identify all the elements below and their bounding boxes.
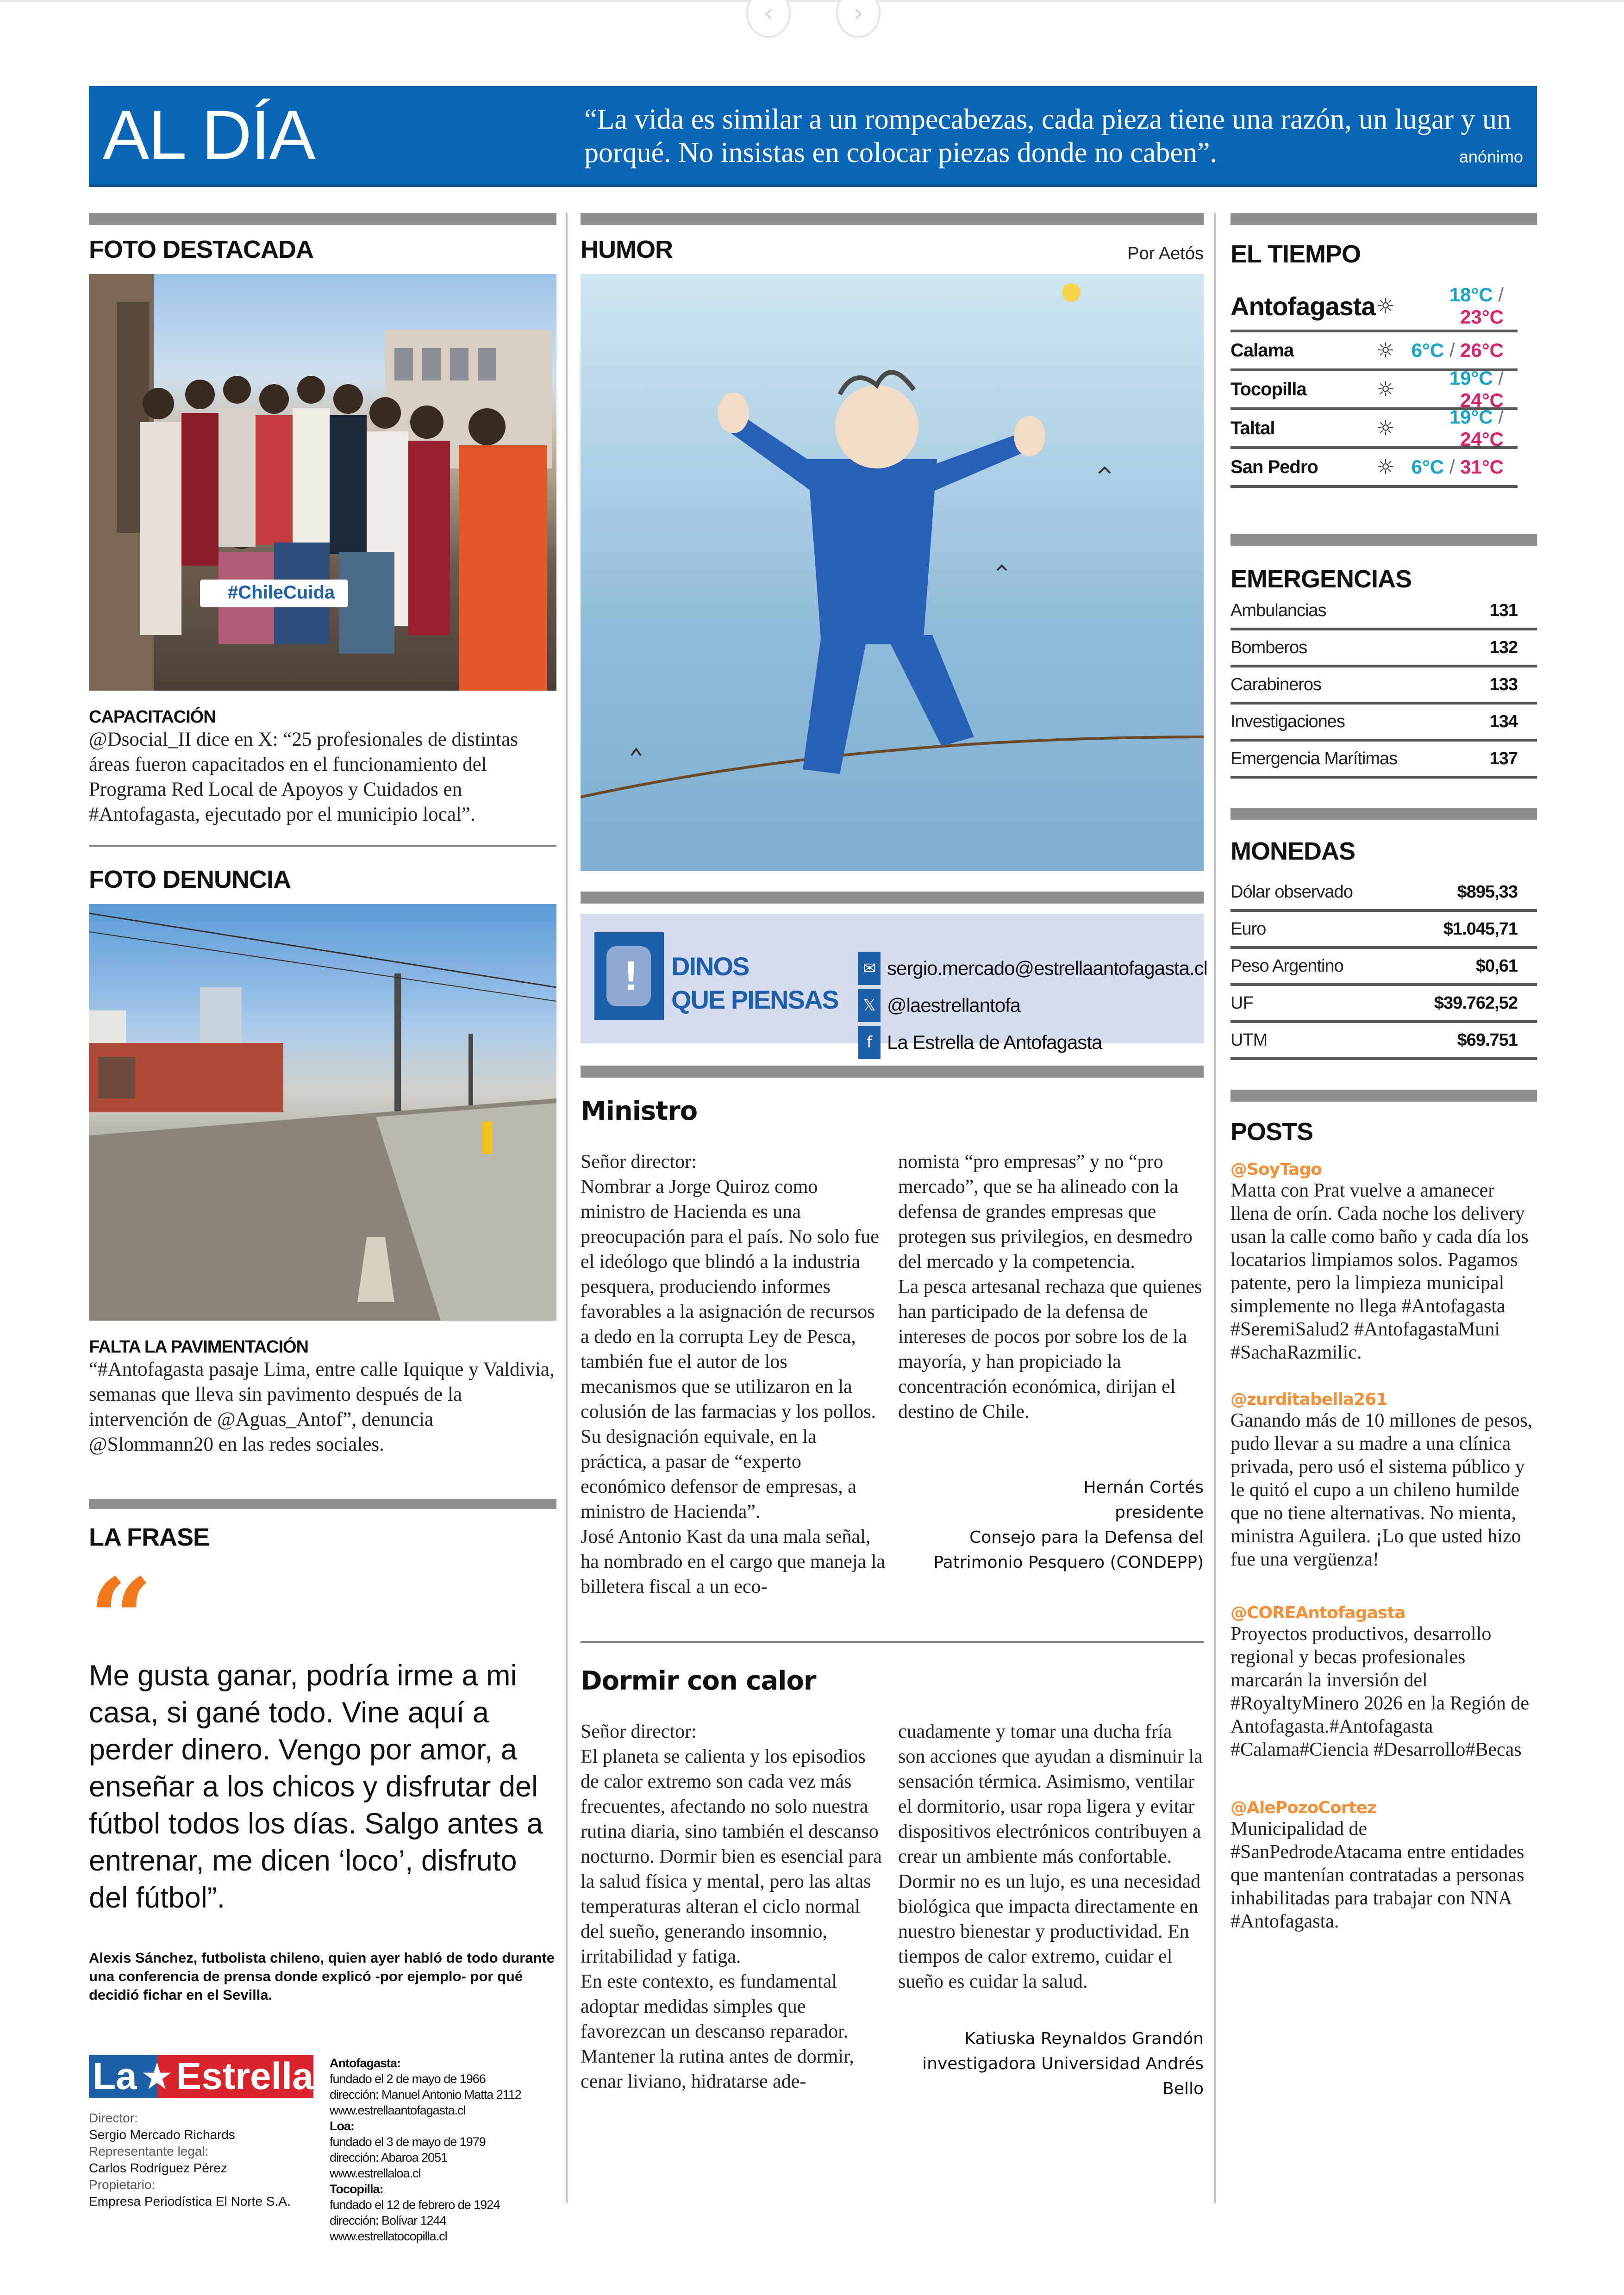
letter-column (581, 1719, 886, 2102)
weather-city: Taltal (1230, 418, 1275, 438)
partly-cloudy-icon: ☼ (1376, 416, 1395, 440)
contact-list (858, 950, 1207, 1061)
emergency-label: Emergencia Marítimas (1230, 748, 1398, 768)
currency-table (1230, 875, 1537, 1060)
letter-signature (898, 2027, 1204, 2102)
section-rule (1230, 808, 1537, 820)
currency-value: $69.751 (1457, 1030, 1518, 1050)
left-column (89, 213, 556, 2244)
letter-column (898, 1719, 1204, 2102)
temp-max: 24°C (1460, 428, 1504, 450)
weather-city: Tocopilla (1230, 379, 1306, 399)
currency-label: UF (1230, 993, 1253, 1013)
contact-email-text: sergio.mercado@estrellaantofagasta.cl (887, 957, 1208, 979)
weather-city: Calama (1230, 340, 1294, 361)
legal-rep-name: Carlos Rodríguez Pérez (89, 2161, 227, 2175)
banner-quote: “La vida es similar a un rompecabezas, cada pieza tiene una razón, un lugar y un porqué. No insistas en colocar piezas donde no caben”. (584, 104, 1512, 168)
chevron-left-icon: ‹ (763, 0, 774, 28)
partly-cloudy-icon: ☼ (1376, 377, 1395, 401)
posts-list (1230, 1160, 1537, 1933)
post-username[interactable]: @zurditabella261 (1230, 1390, 1387, 1409)
la-estrella-logo (89, 2055, 313, 2098)
group-photo-illustration (89, 274, 556, 691)
signature-line: Consejo para la Defensa del (969, 1528, 1204, 1547)
letter-title: Dormir con calor (581, 1666, 816, 1696)
owner-name: Empresa Periodística El Norte S.A. (89, 2194, 291, 2208)
currency-label: Peso Argentino (1230, 956, 1343, 976)
mail-icon: ✉ (858, 952, 881, 985)
letter-paragraph: El planeta se calienta y los episodios de calor extremo son cada vez más frecuentes, afectando no solo nuestra rutina diaria, sino también el descanso nocturno. Dormir bien es esencial para la salud física y mental, pero las altas temperaturas alteran el ciclo normal del sueño, generando insomnio, irritabilidad y fatiga. (581, 1746, 882, 1967)
emergency-table (1230, 593, 1537, 779)
emergency-label: Bomberos (1230, 637, 1307, 657)
la-frase-caption: Alexis Sánchez, futbolista chileno, quien ayer habló de todo durante una conferencia de prensa donde explicó -por ejemplo- por qué decidió fichar en el Sevilla. (89, 1950, 555, 2003)
letter-paragraph: Nombrar a Jorge Quiroz como ministro de Hacienda es una preocupación para el país. No solo fue el ideólogo que blindó a la industria pesquera, produciendo informes favorables a la asignación de recursos a dedo en la corrupta Ley de Pesca, también fue el autor de los mecanismos que se utilizaron en la colusión de las farmacias y los pollos. (581, 1176, 879, 1422)
post-item (1230, 1390, 1537, 1571)
banner-quote-author: anónimo (1459, 147, 1523, 166)
caption-title: CAPACITACIÓN (89, 707, 216, 727)
logo-estrella: Estrella (173, 2055, 313, 2098)
currency-label: Euro (1230, 919, 1266, 939)
letter-paragraph: cuadamente y tomar una ducha fría son acciones que ayudan a disminuir la sensación térmica. Asimismo, ventilar el dormitorio, usar ropa ligera y evitar dispositivos electrónicos contribuyen a crear un ambiente más confortable. (898, 1721, 1203, 1867)
post-text: Matta con Prat vuelve a amanecer llena de orín. Cada noche los delivery usan la calle como baño y cada día los locatarios limpiamos solos. Pagamos patente, pero la limpieza municipal simplemente no llega #Antofagasta #SeremiSalud2 #AntofagastaMuni #SachaRazmilic. (1230, 1180, 1529, 1363)
post-username[interactable]: @AlePozoCortez (1230, 1798, 1376, 1817)
letter-column (581, 1149, 886, 1599)
section-title-el-tiempo: EL TIEMPO (1230, 240, 1361, 268)
post-text: Municipalidad de #SanPedrodeAtacama entre entidades que mantenían contratadas a personas inhabilitadas para trabajar con NNA #Antofagasta. (1230, 1818, 1524, 1932)
currency-value: $0,61 (1475, 956, 1518, 976)
edition-founded: fundado el 12 de febrero de 1924 (330, 2198, 500, 2212)
caption-title: FALTA LA PAVIMENTACIÓN (89, 1337, 309, 1357)
emergency-label: Investigaciones (1230, 711, 1345, 731)
section-rule (1230, 534, 1537, 546)
letter-ministro (581, 1096, 1204, 1599)
la-frase-text: Me gusta ganar, podría irme a mi casa, si gané todo. Vine aquí a perder dinero. Vengo por amor, a enseñar a los chicos y disfrutar del fútbol todos los días. Salgo antes a entrenar, me dicen ‘loco’, disfruto del fútbol”. (89, 1659, 543, 1914)
edition-address: dirección: Bolívar 1244 (330, 2214, 446, 2227)
letter-signature (898, 1475, 1204, 1575)
column-divider (1214, 213, 1216, 2203)
currency-value: $39.762,52 (1434, 993, 1518, 1013)
section-rule (581, 892, 1204, 904)
page-title: AL DÍA (103, 96, 315, 174)
post-username[interactable]: @COREAntofagasta (1230, 1603, 1405, 1622)
contact-facebook-text: La Estrella de Antofagasta (887, 1031, 1102, 1053)
contact-x[interactable] (858, 987, 1207, 1024)
section-rule (1230, 1090, 1537, 1102)
chilecuida-sign: #ChileCuida (228, 582, 335, 603)
section-rule (1230, 213, 1537, 225)
section-title-foto-denuncia: FOTO DENUNCIA (89, 866, 291, 893)
partly-cloudy-icon: ☼ (1376, 294, 1395, 318)
section-title-posts: POSTS (1230, 1118, 1313, 1146)
page-navigation (0, 0, 1624, 51)
post-item (1230, 1603, 1537, 1761)
director-name: Sergio Mercado Richards (89, 2127, 235, 2142)
edition-website-link[interactable]: www.estrellatocopilla.cl (330, 2229, 447, 2243)
letter-paragraph: La pesca artesanal rechaza que quienes han participado de la defensa de intereses de pocos por sobre los de la mayoría, y han propiciado la concentración económica, dirijan el destino de Chile. (898, 1276, 1202, 1422)
temp-max: 24°C (1460, 389, 1504, 411)
weather-row: Tocopilla ☼ 19°C / 24°C (1230, 371, 1518, 410)
section-rule (89, 213, 556, 225)
facebook-icon: f (858, 1026, 881, 1059)
temp-max: 23°C (1460, 306, 1504, 328)
section-rule (89, 1499, 556, 1509)
dinos-heading-line1: DINOS (671, 952, 749, 981)
logo-la: La (89, 2055, 141, 2098)
letter-column (898, 1149, 1204, 1599)
dinos-que-piensas-box (581, 914, 1208, 1053)
letter-paragraph: José Antonio Kast da una mala señal, ha nombrado en el cargo que maneja la billetera fiscal a un eco- (581, 1526, 886, 1597)
chevron-right-icon: › (853, 0, 864, 28)
signature-line: Patrimonio Pesquero (CONDEPP) (933, 1553, 1204, 1572)
letter-salutation: Señor director: (581, 1151, 697, 1172)
emergency-number: 133 (1489, 674, 1518, 694)
sunny-icon: ☼ (1376, 455, 1395, 479)
tightrope-cartoon-illustration (581, 274, 1204, 871)
featured-photo (89, 274, 556, 691)
section-title-monedas: MONEDAS (1230, 837, 1355, 865)
letter-dormir-con-calor (581, 1666, 1204, 2102)
post-username[interactable]: @SoyTago (1230, 1160, 1322, 1179)
temp-min: 18°C (1449, 284, 1493, 306)
weather-city: San Pedro (1230, 456, 1318, 477)
right-column (1230, 213, 1537, 1933)
letter-salutation: Señor director: (581, 1721, 697, 1742)
post-item (1230, 1798, 1537, 1933)
signature-line: investigadora Universidad Andrés Bello (922, 2054, 1204, 2098)
x-twitter-icon: 𝕏 (858, 989, 881, 1022)
edition-name: Antofagasta: (330, 2056, 401, 2070)
currency-label: UTM (1230, 1030, 1268, 1050)
masthead-footer (89, 2055, 556, 2244)
temp-max: 26°C (1460, 339, 1504, 361)
next-page-button[interactable] (836, 0, 881, 38)
caption-text: “#Antofagasta pasaje Lima, entre calle Iquique y Valdivia, semanas que lleva sin pavimento después de la intervención de @Aguas_Antof”, denuncia @Slommann20 en las redes sociales. (89, 1359, 555, 1455)
complaint-photo (89, 904, 556, 1321)
edition-website-link[interactable]: www.estrellaantofagasta.cl (330, 2103, 466, 2117)
edition-founded: fundado el 2 de mayo de 1966 (330, 2072, 486, 2086)
currency-value: $1.045,71 (1443, 919, 1518, 939)
section-title-foto-destacada: FOTO DESTACADA (89, 236, 313, 263)
section-rule (581, 1066, 1204, 1078)
post-text: Ganando más de 10 millones de pesos, pudo llevar a su madre a una clínica privada, pero usó el sistema público y le quitó el cupo a un chileno humilde que no tiene alternativas. No mienta, ministra Aguilera. ¡Lo que usted hizo fue una vergüenza! (1230, 1410, 1533, 1570)
temp-min: 6°C (1411, 456, 1444, 478)
weather-table (1230, 282, 1518, 488)
currency-value: $895,33 (1457, 882, 1518, 902)
temp-min: 19°C (1449, 367, 1493, 389)
section-title-emergencias: EMERGENCIAS (1230, 565, 1412, 593)
weather-row: Antofagasta ☼ 18°C / 23°C (1230, 282, 1518, 332)
middle-column (581, 213, 1208, 2102)
edition-founded: fundado el 3 de mayo de 1979 (330, 2135, 486, 2149)
temp-max: 31°C (1460, 456, 1504, 478)
edition-website-link[interactable]: www.estrellaloa.cl (330, 2166, 421, 2180)
speech-bubble-icon: ! (594, 932, 664, 1020)
temp-min: 19°C (1449, 406, 1493, 428)
weather-row: Taltal ☼ 19°C / 24°C (1230, 410, 1518, 449)
section-title-humor: HUMOR (581, 236, 673, 263)
weather-city: Antofagasta (1230, 291, 1375, 321)
edition-address: dirección: Manuel Antonio Matta 2112 (330, 2088, 521, 2102)
post-item (1230, 1160, 1537, 1364)
signature-line: Hernán Cortés (1083, 1478, 1204, 1497)
emergency-label: Ambulancias (1230, 600, 1326, 620)
emergency-label: Carabineros (1230, 674, 1321, 694)
signature-line: presidente (1115, 1503, 1204, 1522)
letter-paragraph: En este contexto, es fundamental adoptar medidas simples que favorezcan un descanso reparador. Mantener la rutina antes de dormir, cenar liviano, hidratarse ade- (581, 1971, 854, 2092)
contact-facebook[interactable] (858, 1024, 1207, 1061)
emergency-number: 132 (1489, 637, 1518, 657)
section-title-la-frase: LA FRASE (89, 1523, 209, 1551)
caption-text: @Dsocial_II dice en X: “25 profesionales de distintas áreas fueron capacitados en el funcionamiento del Programa Red Local de Apoyos y Cuidados en #Antofagasta, ejecutado por el municipio local”. (89, 729, 518, 825)
letter-paragraph: Dormir no es un lujo, es una necesidad biológica que impacta directamente en nuestro bienestar y productividad. En tiempos de calor extremo, cuidar el sueño es cuidar la salud. (898, 1871, 1201, 1992)
edition-name: Tocopilla: (330, 2182, 383, 2196)
letter-paragraph: Su designación equivale, en la práctica, a pasar de “experto económico defensor de empresas, a ministro de Hacienda”. (581, 1426, 856, 1522)
owner-label: Propietario: (89, 2177, 156, 2192)
section-rule (581, 213, 1204, 225)
emergency-number: 131 (1489, 600, 1518, 620)
contact-x-text: @laestrellantofa (887, 994, 1021, 1016)
emergency-number: 137 (1489, 748, 1518, 768)
cartoon-byline: Por Aetós (1127, 244, 1204, 263)
al-dia-banner (89, 86, 1537, 187)
dinos-heading (671, 950, 838, 1017)
weather-row: San Pedro ☼ 6°C / 31°C (1230, 449, 1518, 488)
director-label: Director: (89, 2111, 138, 2125)
signature-line: Katiuska Reynaldos Grandón (964, 2029, 1204, 2048)
legal-rep-label: Representante legal: (89, 2144, 209, 2158)
letter-title: Ministro (581, 1096, 698, 1126)
edition-address: dirección: Abaroa 2051 (330, 2151, 448, 2164)
star-icon: ★ (141, 2055, 174, 2098)
post-text: Proyectos productivos, desarrollo regional y becas profesionales marcarán la inversión del #RoyaltyMinero 2026 en la Región de Antofagasta.#Antofagasta #Calama#Ciencia #Desarrollo#Becas (1230, 1623, 1530, 1760)
dinos-heading-line2: QUE PIENSAS (671, 985, 838, 1014)
contact-email[interactable] (858, 950, 1207, 987)
sunny-icon: ☼ (1376, 338, 1395, 362)
edition-name: Loa: (330, 2119, 354, 2133)
humor-cartoon (581, 274, 1204, 871)
section-divider (89, 845, 556, 847)
section-divider (581, 1641, 1204, 1643)
letter-paragraph: nomista “pro empresas” y no “pro mercado”, que se ha alineado con la defensa de grandes empresas que protegen sus privilegios, en desmedro del mercado y la competencia. (898, 1151, 1193, 1272)
weather-row: Calama ☼ 6°C / 26°C (1230, 332, 1518, 371)
currency-label: Dólar observado (1230, 882, 1353, 902)
column-divider (566, 213, 568, 2203)
quote-mark-icon: “ (89, 1554, 153, 1684)
temp-min: 6°C (1411, 339, 1444, 361)
prev-page-button[interactable] (746, 0, 791, 38)
emergency-number: 134 (1489, 711, 1518, 731)
editions-info (330, 2055, 521, 2244)
street-photo-illustration (89, 904, 556, 1321)
